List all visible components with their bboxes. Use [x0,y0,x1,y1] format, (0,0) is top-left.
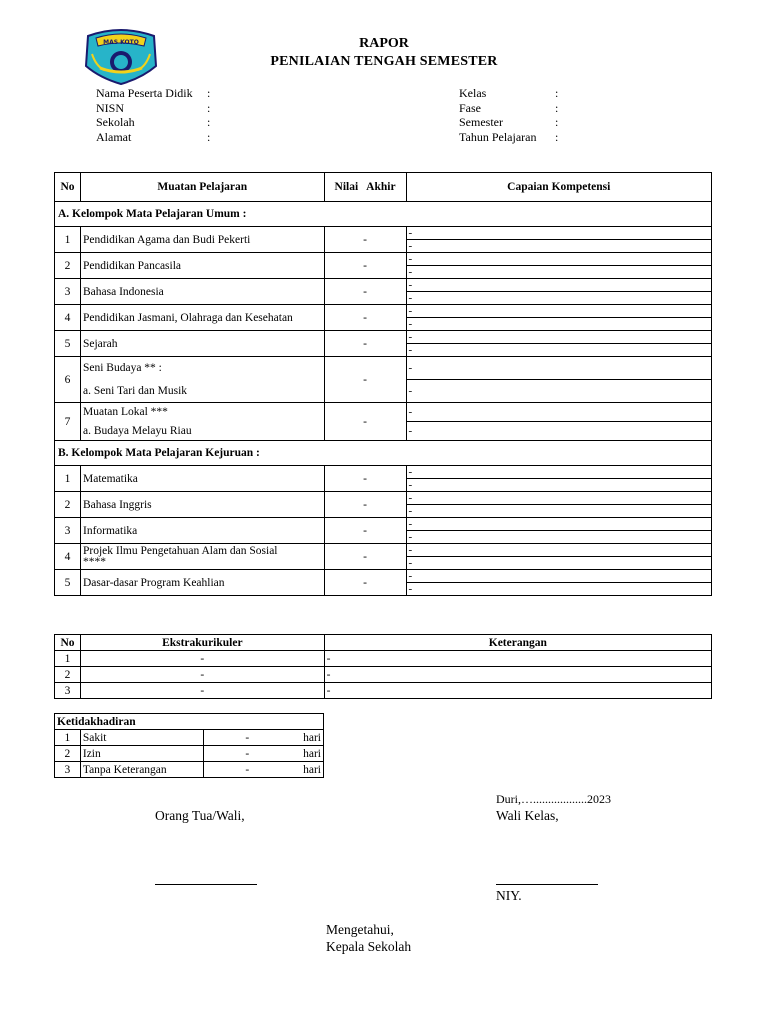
header-note: Keterangan [324,635,711,651]
row-subject: Bahasa Inggris [80,492,324,518]
row-score: - [324,570,406,596]
row-no: 2 [55,253,81,279]
homeroom-signature-line [496,884,598,885]
row-competence: - [406,505,711,518]
row-no: 4 [55,544,81,570]
row-competence: - [406,531,711,544]
parent-signature-line [155,884,257,885]
row-subject-sub: a. Seni Tari dan Musik [80,380,324,403]
identity-left [96,86,236,144]
table-row [55,466,712,479]
group-a-heading: A. Kelompok Mata Pelajaran Umum : [55,202,712,227]
table-row [55,357,712,380]
row-score: - [324,227,406,253]
table-row [55,305,712,318]
row-subject: Matematika [80,466,324,492]
header-no: No [55,635,81,651]
row-no: 3 [55,518,81,544]
attendance-table [54,713,324,778]
page-title: RAPOR [359,36,409,51]
row-competence: - [406,380,711,403]
table-row [55,492,712,505]
row-competence: - [406,422,711,441]
extracurricular-table [54,634,712,699]
row-score: - [324,518,406,544]
place-date: Duri,…..................2023 [496,792,611,806]
identity-row-name: Nama Peserta Didik : [96,86,211,100]
row-subject: Bahasa Indonesia [80,279,324,305]
header-subject: Muatan Pelajaran [80,173,324,202]
row-subject: Pendidikan Jasmani, Olahraga dan Kesehatan [80,305,324,331]
niy-label: NIY. [496,888,522,903]
row-score: - [324,492,406,518]
row-competence: - [406,292,711,305]
row-subject [80,544,324,570]
row-no: 7 [55,403,81,441]
group-b-heading: B. Kelompok Mata Pelajaran Kejuruan : [55,441,712,466]
row-score: - [324,357,406,403]
row-subject: Dasar-dasar Program Keahlian [80,570,324,596]
row-subject: Sejarah [80,331,324,357]
page-subtitle: PENILAIAN TENGAH SEMESTER [270,54,498,69]
row-score: - [324,331,406,357]
row-subject: Informatika [80,518,324,544]
identity-row-year: Tahun Pelajaran : [459,129,559,144]
table-row [55,279,712,292]
row-competence: - [406,557,711,570]
row-score: - [324,466,406,492]
row-no: 4 [55,305,81,331]
row-no: 1 [55,227,81,253]
row-competence: - [406,227,711,240]
row-no: 2 [55,492,81,518]
principal-label: Kepala Sekolah [326,939,412,954]
row-subject: Pendidikan Agama dan Budi Pekerti [80,227,324,253]
row-no: 5 [55,570,81,596]
header-score: Nilai Akhir [324,173,406,202]
row-competence: - [406,331,711,344]
row-score: - [324,253,406,279]
table-row [55,544,712,557]
row-subject: Seni Budaya ** : [80,357,324,380]
row-subject-line1: Projek Ilmu Pengetahuan Alam dan Sosial [82,544,278,557]
table-row: 3 - - [55,683,712,699]
header-no: No [55,173,81,202]
row-competence: - [406,492,711,505]
table-row [55,253,712,266]
table-row: 1 Sakit - hari [55,730,324,746]
identity-row-semester: Semester : [459,115,559,129]
row-competence: - [406,266,711,279]
extracurricular-header-row [55,635,712,651]
row-competence: - [406,403,711,422]
row-competence: - [406,305,711,318]
table-row: 3 Tanpa Keterangan - hari [55,762,324,778]
row-competence: - [406,279,711,292]
acknowledge-label: Mengetahui, [326,922,394,937]
row-competence: - [406,466,711,479]
row-no: 1 [55,466,81,492]
row-score: - [324,544,406,570]
identity-right [459,86,579,144]
header-extracurricular: Ekstrakurikuler [80,635,324,651]
table-row: 2 Izin - hari [55,746,324,762]
row-subject: Muatan Lokal *** [80,403,324,422]
row-no: 3 [55,279,81,305]
row-competence: - [406,357,711,380]
table-row [55,570,712,583]
row-competence: - [406,344,711,357]
table-row [55,227,712,240]
row-subject-line2: **** [82,555,106,568]
identity-row-nisn: NISN : [96,100,211,115]
table-row: 2 - - [55,667,712,683]
row-score: - [324,403,406,441]
table-row: 1 - - [55,651,712,667]
row-competence: - [406,253,711,266]
parent-label: Orang Tua/Wali, [155,808,245,823]
row-competence: - [406,570,711,583]
row-competence: - [406,318,711,331]
attendance-title: Ketidakhadiran [55,714,324,730]
grades-table [54,172,712,596]
identity-row-phase: Fase : [459,100,559,115]
row-no: 5 [55,331,81,357]
logo-text: MAS KOTO [103,39,139,46]
identity-row-address: Alamat : [96,129,211,144]
homeroom-label: Wali Kelas, [496,808,559,823]
row-competence: - [406,479,711,492]
header-competence: Capaian Kompetensi [406,173,711,202]
row-competence: - [406,583,711,596]
row-subject-sub: a. Budaya Melayu Riau [80,422,324,441]
row-score: - [324,305,406,331]
row-score: - [324,279,406,305]
table-row [55,331,712,344]
identity-row-class: Kelas : [459,86,559,100]
grades-header-row [55,173,712,202]
row-competence: - [406,518,711,531]
row-subject: Pendidikan Pancasila [80,253,324,279]
table-row [55,518,712,531]
identity-row-school: Sekolah : [96,115,211,129]
row-competence: - [406,240,711,253]
row-competence: - [406,544,711,557]
row-no: 6 [55,357,81,403]
table-row [55,403,712,422]
